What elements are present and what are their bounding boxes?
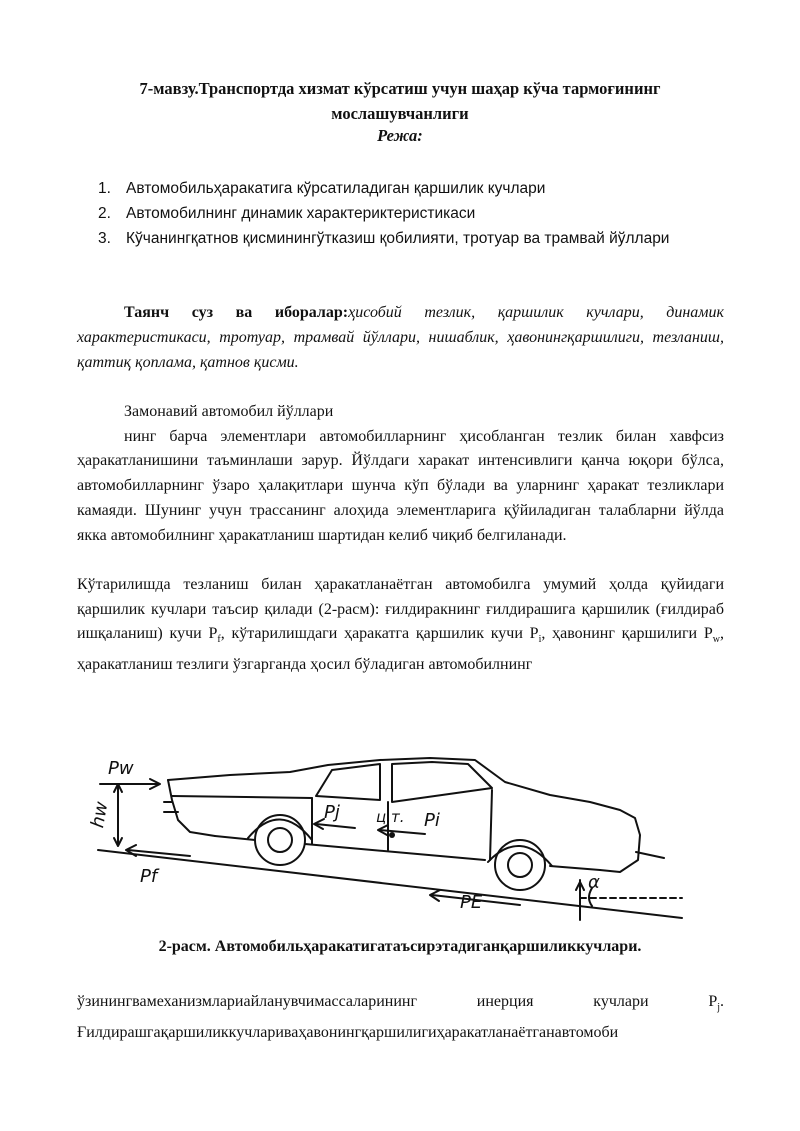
rear-wheel	[495, 840, 545, 890]
list-item-text: Автомобильҳаракатига кўрсатиладиган қаршилик кучлари	[126, 180, 546, 197]
list-item-text: Кўчанингқатнов қисминингўтказиш қобилияти, тротуар ва трамвай йўллари	[126, 230, 670, 247]
pi-arrow-line	[380, 830, 425, 834]
car-front	[168, 780, 215, 836]
front-window	[316, 764, 380, 800]
plan-heading: Режа:	[377, 126, 423, 145]
pf-label: Pf	[140, 866, 158, 887]
title-line-2: мослашувчанлиги	[331, 104, 469, 123]
paragraph-resistance	[77, 573, 724, 678]
plan-list	[98, 176, 738, 251]
front-wheel	[255, 815, 305, 865]
pi-label: Pi	[424, 810, 440, 831]
car-sill	[305, 844, 485, 860]
alpha-label: α	[588, 872, 600, 893]
list-item-number: 3.	[98, 230, 111, 247]
figure-caption: 2-расм. Автомобильҳаракатигатаъсирэтадиганқаршиликкучлари.	[158, 938, 642, 955]
center-of-mass-dot	[389, 832, 395, 838]
list-item	[98, 176, 738, 201]
keywords-text: ҳисобий тезлик, қаршилик кучлари, динамик характеристикаси, тротуар, трамвай йўллари, нишаблик, ҳавонингқаршилиги, тезланиш, қаттиқ қоплама, қатнов қисми.	[77, 304, 725, 371]
hw-label: hw	[87, 800, 113, 830]
pe-label: PE	[460, 892, 483, 913]
title-line-1: 7-мавзу.Транспортда хизмат кўрсатиш учун шаҳар кўча тармоғининг	[139, 79, 661, 98]
list-item-text: Автомобилнинг динамик характериктеристикаси	[126, 205, 476, 222]
keywords-paragraph	[77, 300, 724, 375]
pj-label: Pj	[324, 802, 340, 823]
paragraph-body: нинг барча элементлари автомобилларнинг ҳисобланган тезлик билан хавфсиз ҳаракатланишини таъминлаши зарур. Йўлдаги харакат интенсивлиги қанча юқори бўлса, автомобилларнинг ўзаро ҳалақитлари шунча кўп бўлади ва уларнинг ҳаракат тезликлари камаяди. Шунинг учун трассанинг алоҳида элементларига қўйиладиган талабларни йўлда якка автомобилнинг ҳаракатланиш шартидан келиб чиқиб белгиланади.	[77, 427, 724, 544]
list-item	[98, 226, 738, 251]
door-line-rear	[490, 790, 492, 860]
text-run: , ҳавонинг қаршилиги P	[541, 625, 713, 643]
list-item	[98, 201, 738, 226]
keywords-label: Таянч суз ва иборалар:	[124, 304, 349, 321]
page-title	[60, 76, 740, 126]
car-rear-bottom	[550, 866, 600, 870]
list-item-number: 1.	[98, 180, 111, 197]
paragraph-intro	[77, 400, 724, 548]
car-forces-figure	[80, 740, 690, 925]
hood-line	[172, 796, 312, 798]
paragraph-first-line: Замонавий автомобил йўллари	[124, 403, 334, 420]
list-item-number: 2.	[98, 205, 111, 222]
paragraph-inertia	[77, 990, 724, 1046]
rear-wheel-hub	[508, 853, 532, 877]
rear-bumper	[636, 852, 664, 858]
subscript: j	[717, 1002, 720, 1014]
text-run: , кўтарилишдаги ҳаракатга қаршилик кучи P	[220, 625, 539, 643]
subscript: w	[712, 634, 721, 646]
text-run: Кўтарилишда тезланиш билан ҳаракатланаётган автомобилга умумий ҳолда қуйидаги қаршилик кучлари таъсир қилади (2-расм): ғилдиракнинг ғилдирашига қаршилик (ғилдираб ишқаланиш) кучи P	[77, 576, 724, 643]
text-run: . Ғилдирашгақаршиликкучлариваҳавонингқаршилигиҳаракатланаётганавтомоби	[77, 993, 724, 1041]
subscript: i	[538, 634, 542, 646]
rear-window	[392, 762, 492, 802]
pw-label: Pw	[108, 758, 134, 779]
text-run: , ҳаракатланиш тезлиги ўзгарганда ҳосил бўладиган автомобилнинг	[77, 625, 725, 674]
center-of-mass-label: ц.т.	[376, 808, 405, 826]
text-run: ўзинингвамеханизмлариайланувчимассаларининг инерция кучлари P	[77, 993, 718, 1010]
subscript: f	[217, 634, 221, 646]
front-wheel-hub	[268, 828, 292, 852]
